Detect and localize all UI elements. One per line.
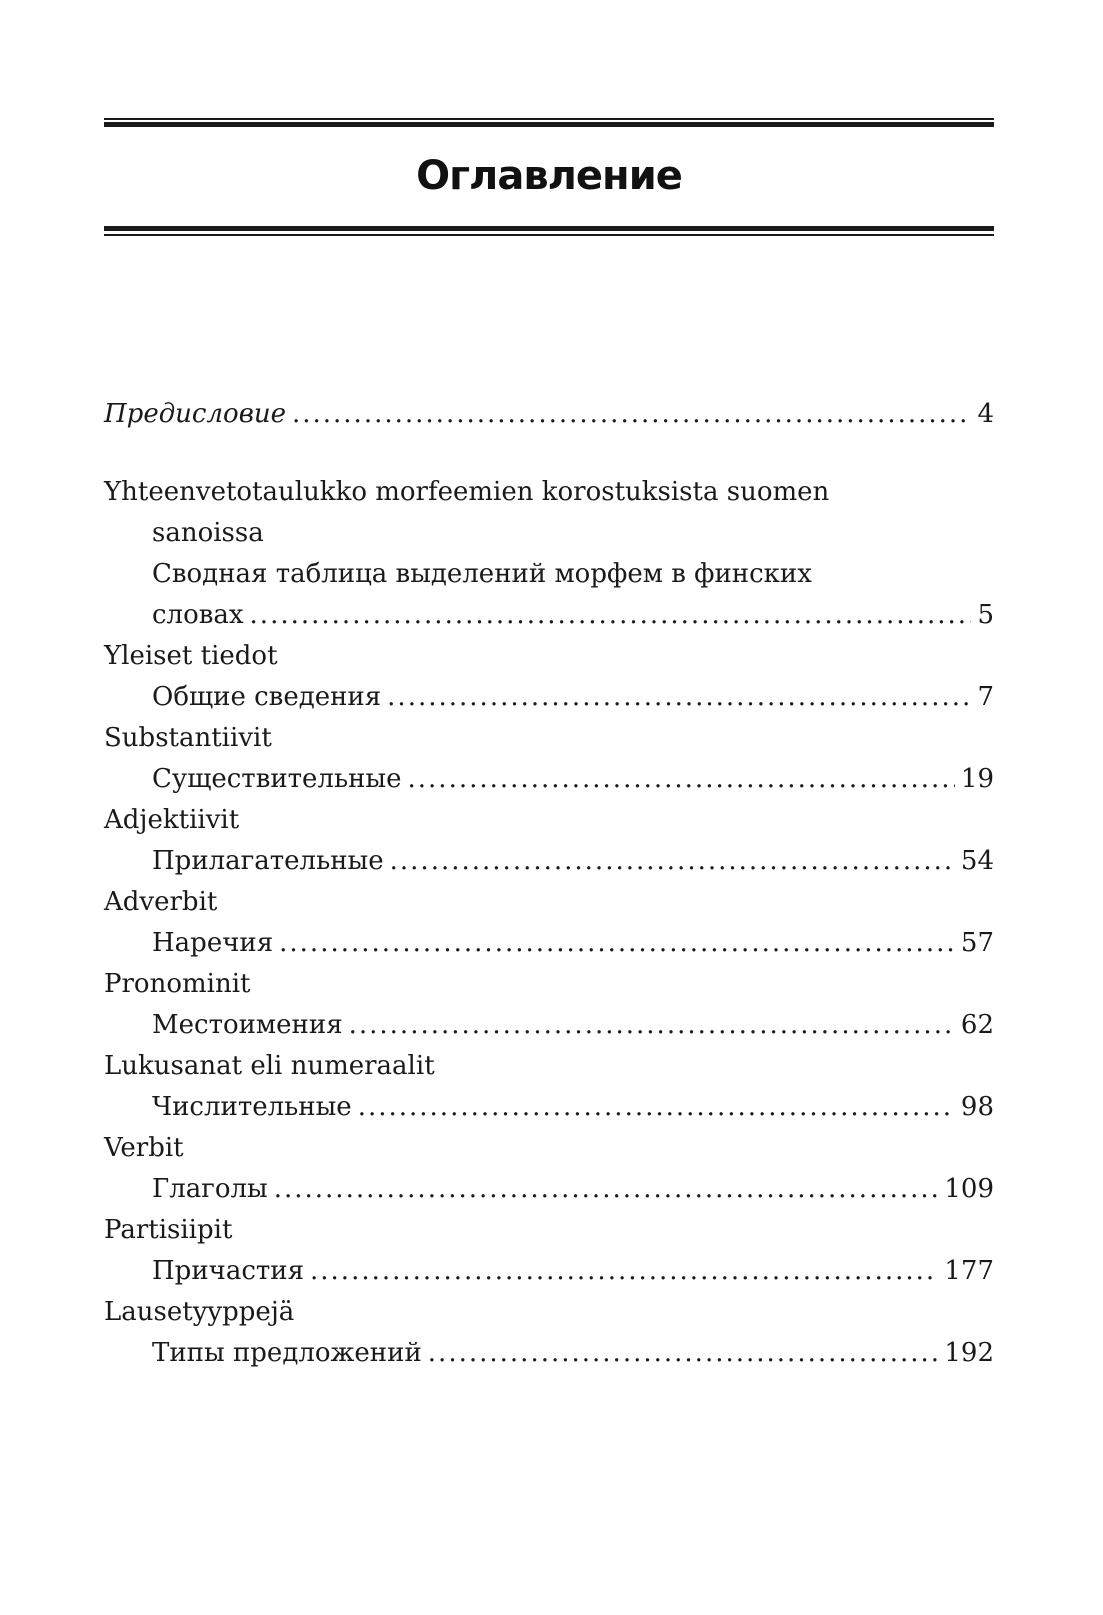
dot-leader [310,1251,938,1292]
toc-entry-label: Числительные [152,1092,352,1122]
toc-page-number: 7 [977,682,994,712]
toc-entry-label: Существительные [152,764,402,794]
toc-section-heading [104,472,994,513]
rule-thick [104,122,994,127]
toc-entry-label: Предисловие [104,399,286,429]
toc-section-label: Partisiipit [104,1215,233,1245]
page-title: Оглавление [416,153,682,199]
toc-entry-participles[interactable] [104,1251,994,1292]
spacer [104,435,994,472]
toc-section-label: Lausetyyppejä [104,1297,295,1327]
table-of-contents [104,394,994,1374]
toc-page-number: 109 [944,1174,994,1204]
toc-section-heading [104,1292,994,1333]
toc-page-number: 62 [960,1010,994,1040]
header-rule-bottom [104,226,994,236]
dot-leader [408,759,955,800]
toc-section-label: Yhteenvetotaulukko morfeemien korostuksista suomen [104,477,830,507]
toc-page-number: 177 [944,1256,994,1286]
toc-entry-label: Местоимения [152,1010,343,1040]
toc-entry-label: Глаголы [152,1174,268,1204]
toc-entry-sentence-types[interactable] [104,1333,994,1374]
toc-section-heading [104,1210,994,1251]
toc-section-heading [104,800,994,841]
dot-leader [387,677,971,718]
toc-entry-label: Прилагательные [152,846,384,876]
toc-page-number: 192 [944,1338,994,1368]
toc-section-heading [104,882,994,923]
toc-entry-adverbs[interactable] [104,923,994,964]
dot-leader [390,841,955,882]
toc-page-number: 98 [960,1092,994,1122]
toc-section-label: Verbit [104,1133,184,1163]
toc-section-label: Adverbit [104,887,218,917]
toc-entry-label: Причастия [152,1256,305,1286]
toc-section-heading [104,964,994,1005]
header-rule-top [104,118,994,127]
dot-leader [250,595,972,636]
toc-section-heading [104,1128,994,1169]
toc-page-number: 57 [960,928,994,958]
toc-section-heading [104,718,994,759]
dot-leader [279,923,955,964]
toc-entry-label: Общие сведения [152,682,382,712]
toc-entry-label: словах [152,600,244,630]
toc-section-label: Pronominit [104,969,251,999]
toc-page-number: 19 [960,764,994,794]
toc-entry-label: Наречия [152,928,274,958]
toc-section-label: Lukusanat eli numeraalit [104,1051,435,1081]
toc-entry-pronouns[interactable] [104,1005,994,1046]
toc-section-heading-cont [104,513,994,554]
toc-section-label: Substantiivit [104,723,272,753]
toc-section-label: Adjektiivit [104,805,240,835]
dot-leader [274,1169,939,1210]
toc-entry-summary[interactable] [104,595,994,636]
toc-entry-nouns[interactable] [104,759,994,800]
rule-thin [104,118,994,120]
toc-page-number: 5 [977,600,994,630]
toc-page-number: 54 [960,846,994,876]
toc-page-number: 4 [977,399,994,429]
toc-entry-label: Типы предложений [152,1338,422,1368]
toc-entry-numerals[interactable] [104,1087,994,1128]
toc-section-heading [104,1046,994,1087]
toc-entry-label: Сводная таблица выделений морфем в финских [152,559,812,589]
dot-leader [428,1333,939,1374]
dot-leader [292,394,971,435]
toc-entry-adjectives[interactable] [104,841,994,882]
rule-thin [104,234,994,236]
toc-entry-preface[interactable] [104,394,994,435]
toc-section-heading [104,636,994,677]
toc-section-label: Yleiset tiedot [104,641,278,671]
rule-thick [104,226,994,231]
toc-entry-verbs[interactable] [104,1169,994,1210]
toc-entry-general[interactable] [104,677,994,718]
dot-leader [349,1005,955,1046]
toc-entry-line [104,554,994,595]
toc-section-label: sanoissa [152,518,264,548]
dot-leader [358,1087,955,1128]
